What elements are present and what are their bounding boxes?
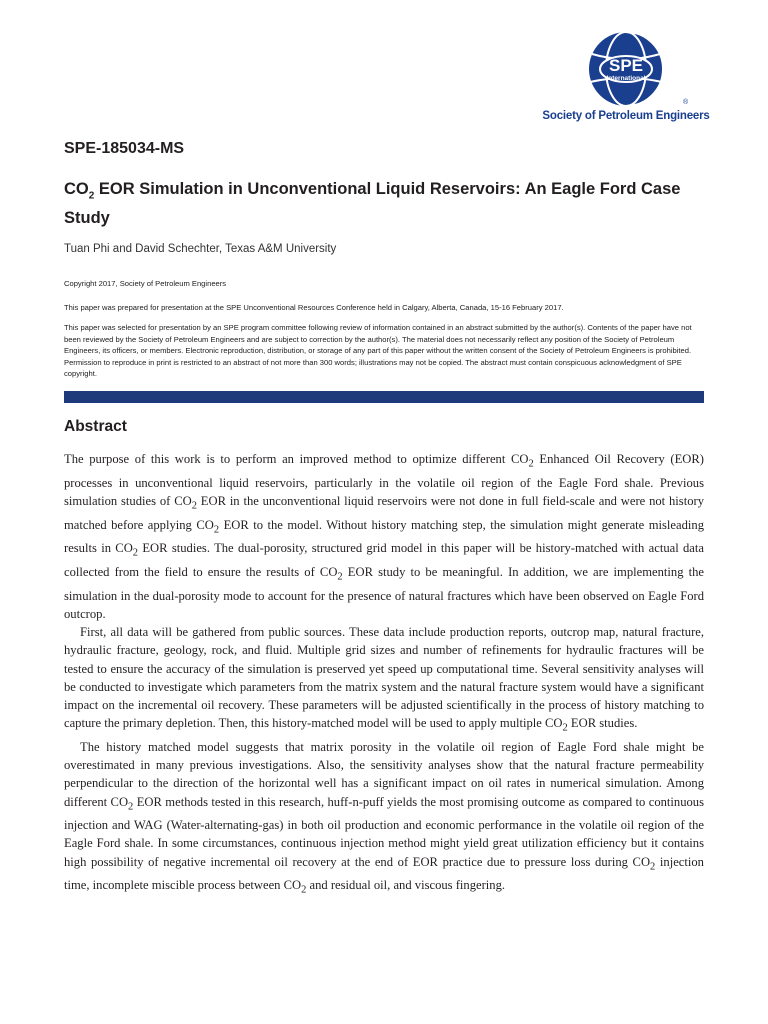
copyright-notice: Copyright 2017, Society of Petroleum Engineers: [64, 279, 227, 288]
section-divider-bar: [64, 391, 704, 403]
logo-caption: Society of Petroleum Engineers: [542, 110, 710, 122]
paper-id: SPE-185034-MS: [64, 140, 185, 157]
logo-registered-mark: ®: [683, 99, 689, 106]
abstract-paragraph-3: The history matched model suggests that matrix porosity in the volatile oil region of Eagle Ford shale might be overestimated in many previous investigations. Also, the sensitivity analyses show that the natural fracture permeability perpendicular to the direction of the horizontal well has a significant impact on oil rates in numerical simulation. Among different $CO_2$ EOR methods tested in this research, huff-n-puff yields the most promising outcome as compared to continuous injection and WAG (Water-alternating-gas) in both oil production and economic performance in the volatile oil region of the Eagle Ford shale. In some circumstances, continuous injection method might yield great utilization efficiency but it contains high possibility of negative incremental oil recovery at the end of EOR practice due to pressure loss during $CO_2$ injection time, incomplete miscible process between $CO_2$ and residual oil, and viscous fingering.: [64, 739, 704, 896]
abstract-heading: Abstract: [64, 418, 127, 435]
presentation-notice: This paper was prepared for presentation at the SPE Unconventional Resources Conference held in Calgary, Alberta, Canada, 15-16 February 2017.: [64, 303, 564, 312]
authors: Tuan Phi and David Schechter, Texas A&M University: [64, 243, 337, 255]
spe-logo: [534, 30, 718, 126]
logo-main-text: SPE: [608, 56, 644, 75]
paper-title: $CO_2$ EOR Simulation in Unconventional Liquid Reservoirs: An Eagle Ford Case Study: [64, 180, 681, 228]
logo-sub-text: International: [606, 75, 646, 82]
abstract-paragraph-2: First, all data will be gathered from public sources. These data include production reports, outcrop map, natural fracture, hydraulic fracture, geology, rock, and fluid. Multiple grid sizes and number of refinements for hydraulic fractures will be tested to ensure the accuracy of the simulation is preserved yet speed up computational time. Several sensitivity analyses will be conducted to investigate which parameters from the matrix system and the natural fracture system would have a significant impact on the incremental oil recovery. These parameters will be adjusted scientifically in the process of history matching to capture the primary depletion. Then, this history-matched model will be used to apply multiple $CO_2$ EOR studies.: [64, 625, 704, 734]
globe-logo-icon: [534, 30, 718, 110]
abstract-paragraph-1: The purpose of this work is to perform an improved method to optimize different $CO_2$ Enhanced Oil Recovery (EOR) processes in unconventional liquid reservoirs, particularly in the volatile oil region of the Eagle Ford shale. Previous simulation studies of $CO_2$ EOR in the unconventional liquid reservoirs were not done in full field-scale and were not history matched before applying $CO_2$ EOR to the model. Without history matching step, the simulation might generate misleading results in $CO_2$ EOR studies. The dual-porosity, structured grid model in this paper will be history-matched with actual data collected from the field to ensure the results of $CO_2$ EOR study to be meaningful. In addition, we are implementing the simulation in the dual-porosity mode to account for the presence of natural fractures which have been observed on Eagle Ford outcrop.: [64, 452, 705, 621]
selection-notice: This paper was selected for presentation by an SPE program committee following review of information contained in an abstract submitted by the author(s). Contents of the paper have not been reviewed by the Society of Petroleum Engineers and are subject to correction by the author(s). The material does not necessarily reflect any position of the Society of Petroleum Engineers, its officers, or members. Electronic reproduction, distribution, or storage of any part of this paper without the written consent of the Society of Petroleum Engineers is prohibited. Permission to reproduce in print is restricted to an abstract of not more than 300 words; illustrations may not be copied. The abstract must contain conspicuous acknowledgment of SPE copyright.: [64, 323, 692, 378]
abstract-body: [64, 450, 704, 900]
